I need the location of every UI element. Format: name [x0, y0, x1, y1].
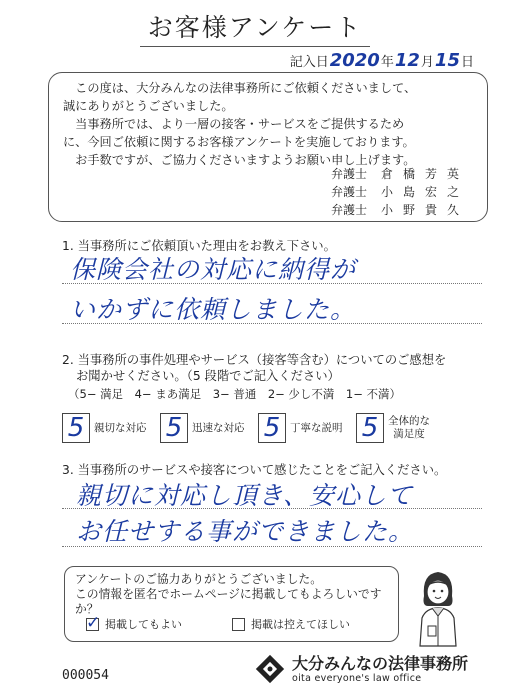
consent-option-no[interactable]	[232, 616, 350, 632]
q1-answer-line1: 保険会社の対応に納得が	[70, 255, 357, 284]
lawyer-title: 弁護士	[330, 185, 367, 199]
receptionist-illustration-icon	[408, 566, 468, 650]
law-office-logo-icon	[254, 653, 286, 685]
title-rule	[140, 46, 370, 47]
consent-line1: アンケートのご協力ありがとうございました。	[75, 572, 323, 586]
lawyer-name: 小島宏之	[381, 185, 470, 199]
rating-kind	[62, 413, 147, 443]
q2-question-line1: 2. 当事務所の事件処理やサービス（接客等含む）についてのご感想を	[62, 353, 447, 367]
rating-box: 5	[160, 413, 188, 443]
rating-box: 5	[258, 413, 286, 443]
page-title: お客様アンケート	[147, 13, 363, 42]
date-label: 記入日	[289, 55, 329, 70]
brand-text	[292, 655, 468, 684]
rating-explanation	[258, 413, 343, 443]
brand-english: oita everyone's law office	[292, 672, 422, 684]
rating-label: 迅速な対応	[192, 421, 245, 434]
checkbox-yes[interactable]	[86, 612, 101, 633]
date-day: 15	[434, 50, 460, 71]
q3-question: 3. 当事務所のサービスや接客について感じたことをご記入ください。	[62, 463, 447, 477]
month-unit: 月	[420, 55, 434, 70]
rating-speed	[160, 413, 245, 443]
option-yes-label: 掲載してもよい	[105, 618, 182, 631]
q1-answer-line2: いかずに依頼しました。	[70, 295, 357, 324]
rating-box: 5	[62, 413, 90, 443]
rating-label: 丁寧な説明	[290, 421, 343, 434]
q3-answer-line1: 親切に対応し頂き、安心して	[76, 481, 414, 510]
check-mark-icon: ✓	[86, 612, 101, 633]
option-no-label: 掲載は控えてほしい	[251, 618, 350, 631]
lawyer-name: 小野貴久	[381, 203, 470, 217]
date-year: 2020	[329, 50, 380, 71]
q1-question: 1. 当事務所にご依頼頂いた理由をお教え下さい。	[62, 239, 336, 253]
q2-scale: （5− 満足 4− まあ満足 3− 普通 2− 少し不満 1− 不満）	[68, 387, 402, 401]
q2-question-line2: お聞かせください。（5 段階でご記入ください）	[76, 369, 340, 383]
year-unit: 年	[380, 55, 394, 70]
q3-answer-line2: お任せする事ができました。	[76, 517, 415, 546]
brand-name: 大分みんなの法律事務所	[292, 653, 469, 673]
answer-rule	[62, 323, 482, 324]
lawyer-row	[331, 165, 473, 183]
answer-rule	[62, 283, 482, 284]
rating-label: 親切な対応	[94, 421, 147, 434]
answer-rule	[62, 508, 482, 509]
date-row	[290, 50, 474, 71]
lawyer-title: 弁護士	[330, 167, 367, 181]
lawyer-name: 倉橋芳英	[381, 167, 470, 181]
brand	[254, 653, 468, 685]
rating-label: 全体的な 満足度	[388, 415, 430, 440]
lawyer-row	[331, 201, 473, 219]
checkbox-no[interactable]	[232, 618, 245, 631]
consent-line2: この情報を匿名でホームページに掲載してもよろしいですか？	[75, 587, 382, 616]
lawyer-title: 弁護士	[330, 203, 367, 217]
lawyer-list	[331, 165, 473, 219]
day-unit: 日	[460, 55, 474, 70]
date-month: 12	[394, 50, 420, 71]
consent-option-yes[interactable]	[86, 612, 182, 633]
rating-box: 5	[356, 413, 384, 443]
intro-box	[48, 72, 488, 222]
lawyer-row	[331, 183, 473, 201]
rating-overall	[356, 413, 430, 443]
serial-number: 000054	[62, 668, 109, 683]
answer-rule	[62, 546, 482, 547]
intro-text: この度は、大分みんなの法律事務所にご依頼くださいまして、 誠にありがとうございました。 当事務所では、より一層の接客・サービスをご提供するため に、今回ご依頼に関するお客様アンケートを実施しております。 お手数ですが、ご協力くださいますようお願い申し上げます。	[63, 81, 417, 167]
